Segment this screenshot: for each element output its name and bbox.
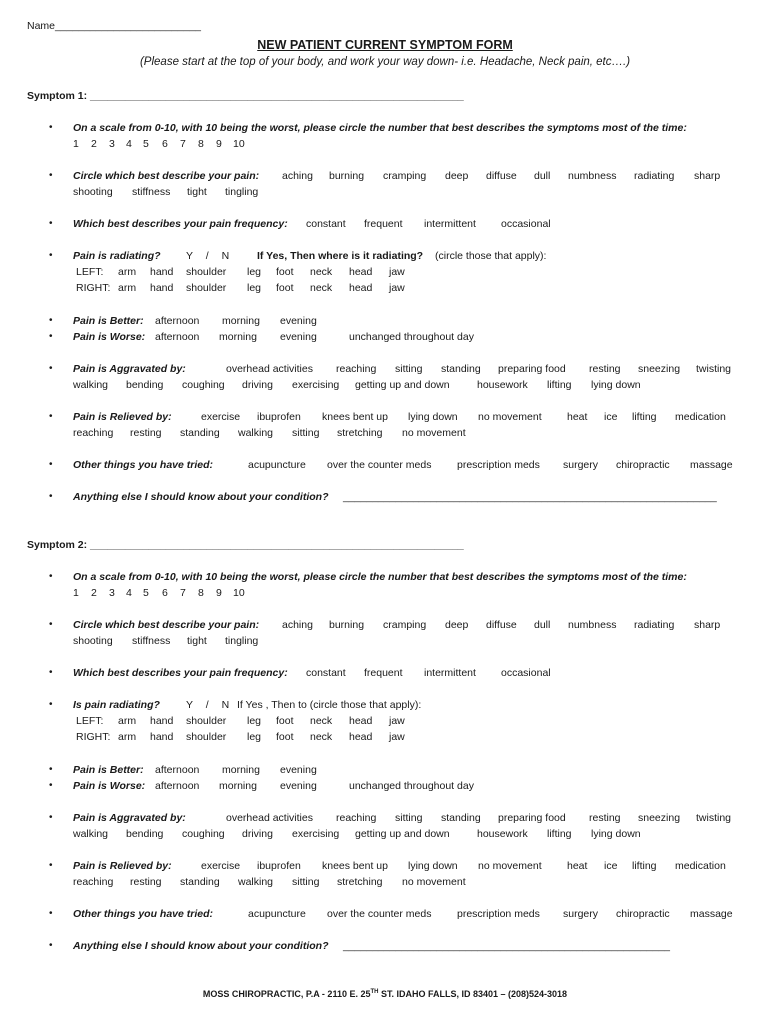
- right-body-part-option[interactable]: head: [349, 731, 373, 743]
- aggravated-option[interactable]: overhead activities: [226, 812, 313, 824]
- right-body-part-option[interactable]: leg: [247, 731, 262, 743]
- frequency-option[interactable]: occasional: [501, 667, 551, 679]
- scale-number-option[interactable]: 8: [198, 587, 204, 599]
- scale-number-option[interactable]: 6: [162, 587, 168, 599]
- left-body-part-option[interactable]: jaw: [389, 715, 405, 727]
- pain-descriptor-option[interactable]: deep: [445, 619, 469, 631]
- aggravated-option[interactable]: walking: [73, 379, 109, 391]
- radiating-label: Is pain radiating?: [73, 699, 160, 711]
- relieved-option[interactable]: medication: [675, 860, 726, 872]
- scale-number-option[interactable]: 3: [109, 587, 115, 599]
- aggravated-option[interactable]: housework: [477, 828, 528, 840]
- pain-worse-label: Pain is Worse:: [73, 331, 146, 343]
- aggravated-option[interactable]: getting up and down: [355, 379, 450, 391]
- bullet-point: •: [49, 667, 53, 678]
- left-body-part-option[interactable]: neck: [310, 266, 333, 278]
- relieved-option[interactable]: no movement: [478, 411, 542, 423]
- relieved-option[interactable]: ice: [604, 411, 618, 423]
- tried-option[interactable]: massage: [690, 908, 733, 920]
- relieved-option[interactable]: sitting: [292, 876, 320, 888]
- bullet-point: •: [49, 780, 53, 791]
- pain-descriptor-option[interactable]: sharp: [694, 619, 721, 631]
- bullet-point: •: [49, 860, 53, 871]
- pain-descriptor-option[interactable]: burning: [329, 170, 365, 182]
- pain-descriptor-option[interactable]: stiffness: [132, 186, 171, 198]
- pain-better-label: Pain is Better:: [73, 764, 144, 776]
- pain-descriptor-option[interactable]: numbness: [568, 170, 617, 182]
- left-label: LEFT:: [76, 715, 104, 727]
- unchanged-option[interactable]: unchanged throughout day: [349, 331, 474, 343]
- aggravated-option[interactable]: sneezing: [638, 812, 681, 824]
- left-body-part-option[interactable]: arm: [118, 715, 137, 727]
- relieved-option[interactable]: knees bent up: [322, 860, 388, 872]
- pain-descriptor-option[interactable]: dull: [534, 619, 551, 631]
- relieved-option[interactable]: standing: [180, 876, 220, 888]
- right-body-part-option[interactable]: foot: [276, 731, 294, 743]
- right-body-part-option[interactable]: foot: [276, 282, 294, 294]
- radiating-where-label: If Yes , Then to (circle those that apply):: [237, 699, 422, 711]
- aggravated-option[interactable]: bending: [126, 379, 164, 391]
- bullet-point: •: [49, 699, 53, 710]
- frequency-option[interactable]: frequent: [364, 218, 403, 230]
- pain-descriptor-option[interactable]: dull: [534, 170, 551, 182]
- right-body-part-option[interactable]: shoulder: [186, 282, 227, 294]
- frequency-option[interactable]: occasional: [501, 218, 551, 230]
- aggravated-option[interactable]: sitting: [395, 363, 423, 375]
- scale-number-option[interactable]: 1: [73, 587, 79, 599]
- right-body-part-option[interactable]: jaw: [389, 731, 405, 743]
- bullet-point: •: [49, 250, 53, 261]
- aggravated-option[interactable]: coughing: [182, 828, 225, 840]
- pain-worse-time-option[interactable]: afternoon: [155, 331, 200, 343]
- unchanged-option[interactable]: unchanged throughout day: [349, 780, 474, 792]
- relieved-option[interactable]: stretching: [337, 876, 383, 888]
- relieved-option[interactable]: heat: [567, 411, 588, 423]
- form-title: NEW PATIENT CURRENT SYMPTOM FORM: [257, 38, 513, 52]
- relieved-option[interactable]: ibuprofen: [257, 411, 301, 423]
- pain-better-time-option[interactable]: morning: [222, 315, 260, 327]
- relieved-option[interactable]: lifting: [632, 411, 657, 423]
- bullet-point: •: [49, 218, 53, 229]
- pain-descriptor-option[interactable]: aching: [282, 170, 313, 182]
- anything-else-label: Anything else I should know about your condition?: [73, 940, 329, 952]
- scale-question: On a scale from 0-10, with 10 being the worst, please circle the number that best describes the symptoms most of the time:: [73, 571, 687, 583]
- footer-suffix: ST. IDAHO FALLS, ID 83401 – (208)524-3018: [378, 989, 568, 999]
- right-body-part-option[interactable]: head: [349, 282, 373, 294]
- scale-question: On a scale from 0-10, with 10 being the worst, please circle the number that best describes the symptoms most of the time:: [73, 122, 687, 134]
- relieved-option[interactable]: heat: [567, 860, 588, 872]
- left-body-part-option[interactable]: hand: [150, 266, 174, 278]
- pain-descriptor-option[interactable]: tight: [187, 635, 207, 647]
- tried-option[interactable]: acupuncture: [248, 908, 306, 920]
- right-body-part-option[interactable]: jaw: [389, 282, 405, 294]
- aggravated-option[interactable]: lying down: [591, 828, 641, 840]
- frequency-option[interactable]: constant: [306, 667, 346, 679]
- right-body-part-option[interactable]: hand: [150, 731, 174, 743]
- right-label: RIGHT:: [76, 731, 111, 743]
- scale-number-option[interactable]: 5: [143, 587, 149, 599]
- relieved-option[interactable]: exercise: [201, 411, 241, 423]
- pain-worse-label: Pain is Worse:: [73, 780, 146, 792]
- relieved-label: Pain is Relieved by:: [73, 860, 172, 872]
- aggravated-option[interactable]: lifting: [547, 379, 572, 391]
- radiating-label: Pain is radiating?: [73, 250, 161, 262]
- relieved-option[interactable]: reaching: [73, 427, 114, 439]
- scale-number-option[interactable]: 2: [91, 138, 97, 150]
- aggravated-option[interactable]: standing: [441, 812, 481, 824]
- relieved-option[interactable]: no movement: [402, 427, 466, 439]
- bullet-point: •: [49, 619, 53, 630]
- relieved-option[interactable]: ibuprofen: [257, 860, 301, 872]
- scale-number-option[interactable]: 1: [73, 138, 79, 150]
- scale-number-option[interactable]: 2: [91, 587, 97, 599]
- bullet-point: •: [49, 459, 53, 470]
- anything-else-label: Anything else I should know about your condition?: [73, 491, 329, 503]
- aggravated-option[interactable]: coughing: [182, 379, 225, 391]
- scale-number-option[interactable]: 8: [198, 138, 204, 150]
- pain-descriptor-option[interactable]: burning: [329, 619, 365, 631]
- scale-number-option[interactable]: 3: [109, 138, 115, 150]
- anything-else-field[interactable]: ________________________________________________________________: [343, 491, 717, 503]
- pain-descriptor-option[interactable]: tingling: [225, 635, 259, 647]
- aggravated-option[interactable]: twisting: [696, 812, 732, 824]
- bullet-point: •: [49, 571, 53, 582]
- aggravated-option[interactable]: driving: [242, 379, 273, 391]
- relieved-label: Pain is Relieved by:: [73, 411, 172, 423]
- pain-better-time-option[interactable]: morning: [222, 764, 260, 776]
- frequency-label: Which best describes your pain frequency:: [73, 667, 288, 679]
- right-body-part-option[interactable]: shoulder: [186, 731, 227, 743]
- radiating-yes-no[interactable]: Y / N: [186, 250, 230, 262]
- aggravated-option[interactable]: sitting: [395, 812, 423, 824]
- bullet-point: •: [49, 331, 53, 342]
- anything-else-field[interactable]: ________________________________________________________: [343, 940, 671, 952]
- aggravated-label: Pain is Aggravated by:: [73, 363, 186, 375]
- relieved-option[interactable]: walking: [238, 427, 274, 439]
- relieved-option[interactable]: standing: [180, 427, 220, 439]
- bullet-point: •: [49, 363, 53, 374]
- pain-descriptor-option[interactable]: tingling: [225, 186, 259, 198]
- right-body-part-option[interactable]: neck: [310, 731, 333, 743]
- bullet-point: •: [49, 764, 53, 775]
- tried-option[interactable]: massage: [690, 459, 733, 471]
- left-body-part-option[interactable]: shoulder: [186, 266, 227, 278]
- radiating-where-note: (circle those that apply):: [435, 250, 547, 262]
- pain-descriptor-option[interactable]: radiating: [634, 170, 675, 182]
- aggravated-option[interactable]: standing: [441, 363, 481, 375]
- bullet-point: •: [49, 812, 53, 823]
- aggravated-option[interactable]: resting: [589, 363, 621, 375]
- symptom-label[interactable]: Symptom 2: ________________________________________________________________: [27, 539, 464, 551]
- relieved-option[interactable]: knees bent up: [322, 411, 388, 423]
- tried-option[interactable]: over the counter meds: [327, 908, 432, 920]
- left-body-part-option[interactable]: foot: [276, 715, 294, 727]
- frequency-option[interactable]: constant: [306, 218, 346, 230]
- left-body-part-option[interactable]: shoulder: [186, 715, 227, 727]
- aggravated-option[interactable]: housework: [477, 379, 528, 391]
- scale-number-option[interactable]: 4: [126, 587, 132, 599]
- aggravated-option[interactable]: walking: [73, 828, 109, 840]
- aggravated-option[interactable]: resting: [589, 812, 621, 824]
- relieved-option[interactable]: medication: [675, 411, 726, 423]
- frequency-option[interactable]: intermittent: [424, 218, 476, 230]
- bullet-point: •: [49, 122, 53, 133]
- right-label: RIGHT:: [76, 282, 111, 294]
- aggravated-option[interactable]: bending: [126, 828, 164, 840]
- describe-pain-label: Circle which best describe your pain:: [73, 170, 260, 182]
- relieved-option[interactable]: resting: [130, 427, 162, 439]
- left-body-part-option[interactable]: neck: [310, 715, 333, 727]
- relieved-option[interactable]: reaching: [73, 876, 114, 888]
- pain-descriptor-option[interactable]: radiating: [634, 619, 675, 631]
- relieved-option[interactable]: sitting: [292, 427, 320, 439]
- pain-better-label: Pain is Better:: [73, 315, 144, 327]
- aggravated-option[interactable]: exercising: [292, 828, 340, 840]
- tried-option[interactable]: surgery: [563, 459, 599, 471]
- footer-address: [0, 989, 770, 999]
- aggravated-label: Pain is Aggravated by:: [73, 812, 186, 824]
- frequency-label: Which best describes your pain frequency:: [73, 218, 288, 230]
- left-body-part-option[interactable]: foot: [276, 266, 294, 278]
- scale-number-option[interactable]: 10: [233, 587, 245, 599]
- pain-descriptor-option[interactable]: aching: [282, 619, 313, 631]
- bullet-point: •: [49, 940, 53, 951]
- tried-option[interactable]: surgery: [563, 908, 599, 920]
- frequency-option[interactable]: intermittent: [424, 667, 476, 679]
- symptom-label[interactable]: Symptom 1: ________________________________________________________________: [27, 90, 464, 102]
- bullet-point: •: [49, 170, 53, 181]
- relieved-option[interactable]: no movement: [402, 876, 466, 888]
- form-instructions: (Please start at the top of your body, and work your way down- i.e. Headache, Neck pain, etc….): [139, 56, 631, 68]
- radiating-yes-no[interactable]: Y / N: [186, 699, 230, 711]
- aggravated-option[interactable]: preparing food: [498, 812, 566, 824]
- right-body-part-option[interactable]: hand: [150, 282, 174, 294]
- patient-name-field[interactable]: Name_________________________: [27, 20, 201, 32]
- aggravated-option[interactable]: lying down: [591, 379, 641, 391]
- left-body-part-option[interactable]: leg: [247, 266, 262, 278]
- bullet-point: •: [49, 908, 53, 919]
- aggravated-option[interactable]: twisting: [696, 363, 732, 375]
- bullet-point: •: [49, 411, 53, 422]
- scale-number-option[interactable]: 7: [180, 138, 186, 150]
- right-body-part-option[interactable]: neck: [310, 282, 333, 294]
- tried-option[interactable]: acupuncture: [248, 459, 306, 471]
- left-body-part-option[interactable]: head: [349, 715, 373, 727]
- relieved-option[interactable]: exercise: [201, 860, 241, 872]
- relieved-option[interactable]: lying down: [408, 411, 458, 423]
- scale-number-option[interactable]: 10: [233, 138, 245, 150]
- relieved-option[interactable]: stretching: [337, 427, 383, 439]
- pain-descriptor-option[interactable]: shooting: [73, 635, 113, 647]
- relieved-option[interactable]: resting: [130, 876, 162, 888]
- describe-pain-label: Circle which best describe your pain:: [73, 619, 260, 631]
- left-body-part-option[interactable]: head: [349, 266, 373, 278]
- tried-option[interactable]: chiropractic: [616, 459, 670, 471]
- tried-label: Other things you have tried:: [73, 459, 214, 471]
- pain-descriptor-option[interactable]: deep: [445, 170, 469, 182]
- pain-descriptor-option[interactable]: cramping: [383, 170, 427, 182]
- aggravated-option[interactable]: reaching: [336, 363, 377, 375]
- tried-option[interactable]: prescription meds: [457, 459, 540, 471]
- right-body-part-option[interactable]: arm: [118, 731, 137, 743]
- pain-descriptor-option[interactable]: sharp: [694, 170, 721, 182]
- tried-option[interactable]: chiropractic: [616, 908, 670, 920]
- aggravated-option[interactable]: exercising: [292, 379, 340, 391]
- pain-worse-time-option[interactable]: evening: [280, 780, 317, 792]
- relieved-option[interactable]: ice: [604, 860, 618, 872]
- pain-better-time-option[interactable]: evening: [280, 764, 317, 776]
- aggravated-option[interactable]: getting up and down: [355, 828, 450, 840]
- left-body-part-option[interactable]: leg: [247, 715, 262, 727]
- left-body-part-option[interactable]: jaw: [389, 266, 405, 278]
- footer-prefix: MOSS CHIROPRACTIC, P.A - 2110 E. 25: [202, 989, 371, 999]
- left-body-part-option[interactable]: arm: [118, 266, 137, 278]
- relieved-option[interactable]: walking: [238, 876, 274, 888]
- tried-option[interactable]: over the counter meds: [327, 459, 432, 471]
- pain-descriptor-option[interactable]: shooting: [73, 186, 113, 198]
- scale-number-option[interactable]: 7: [180, 587, 186, 599]
- scale-number-option[interactable]: 6: [162, 138, 168, 150]
- left-label: LEFT:: [76, 266, 104, 278]
- frequency-option[interactable]: frequent: [364, 667, 403, 679]
- tried-option[interactable]: prescription meds: [457, 908, 540, 920]
- relieved-option[interactable]: no movement: [478, 860, 542, 872]
- bullet-point: •: [49, 491, 53, 502]
- bullet-point: •: [49, 315, 53, 326]
- aggravated-option[interactable]: overhead activities: [226, 363, 313, 375]
- aggravated-option[interactable]: lifting: [547, 828, 572, 840]
- left-body-part-option[interactable]: hand: [150, 715, 174, 727]
- scale-number-option[interactable]: 5: [143, 138, 149, 150]
- aggravated-option[interactable]: preparing food: [498, 363, 566, 375]
- pain-descriptor-option[interactable]: numbness: [568, 619, 617, 631]
- pain-worse-time-option[interactable]: morning: [219, 780, 257, 792]
- aggravated-option[interactable]: reaching: [336, 812, 377, 824]
- radiating-where-label: If Yes, Then where is it radiating?: [257, 250, 424, 262]
- scale-number-option[interactable]: 4: [126, 138, 132, 150]
- pain-descriptor-option[interactable]: stiffness: [132, 635, 171, 647]
- pain-better-time-option[interactable]: afternoon: [155, 764, 200, 776]
- scale-number-option[interactable]: 9: [216, 138, 222, 150]
- scale-number-option[interactable]: 9: [216, 587, 222, 599]
- pain-descriptor-option[interactable]: cramping: [383, 619, 427, 631]
- pain-worse-time-option[interactable]: morning: [219, 331, 257, 343]
- pain-descriptor-option[interactable]: diffuse: [486, 170, 517, 182]
- tried-label: Other things you have tried:: [73, 908, 214, 920]
- relieved-option[interactable]: lifting: [632, 860, 657, 872]
- aggravated-option[interactable]: sneezing: [638, 363, 681, 375]
- right-body-part-option[interactable]: arm: [118, 282, 137, 294]
- pain-better-time-option[interactable]: evening: [280, 315, 317, 327]
- right-body-part-option[interactable]: leg: [247, 282, 262, 294]
- aggravated-option[interactable]: driving: [242, 828, 273, 840]
- pain-worse-time-option[interactable]: afternoon: [155, 780, 200, 792]
- relieved-option[interactable]: lying down: [408, 860, 458, 872]
- pain-descriptor-option[interactable]: diffuse: [486, 619, 517, 631]
- pain-better-time-option[interactable]: afternoon: [155, 315, 200, 327]
- pain-worse-time-option[interactable]: evening: [280, 331, 317, 343]
- pain-descriptor-option[interactable]: tight: [187, 186, 207, 198]
- footer-sup: TH: [370, 989, 379, 995]
